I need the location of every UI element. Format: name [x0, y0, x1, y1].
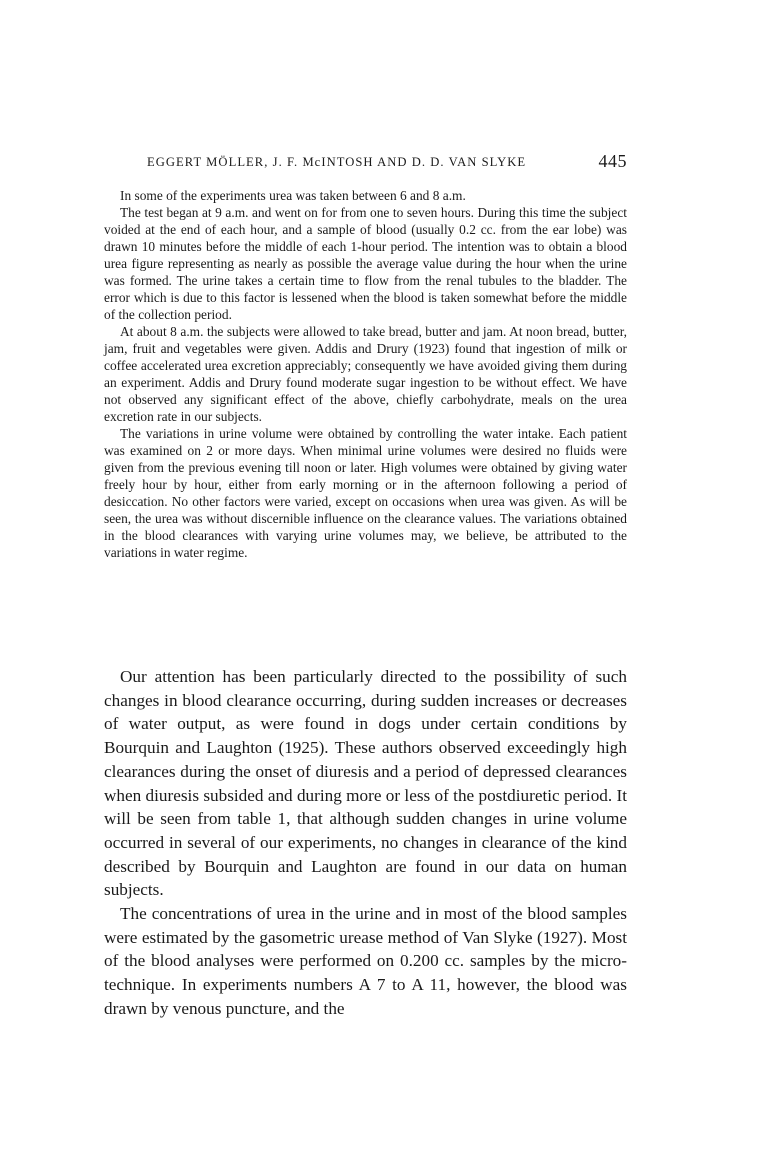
page-number: 445 [598, 151, 627, 171]
body-text [104, 665, 627, 1021]
paragraph-urea-analysis: The concentrations of urea in the urine and in most of the blood samples were estimated by the gasometric urease method of Van Slyke (1927). Most of the blood analyses were performed on 0.200 cc. samples by the micro-technique. In experiments numbers A 7 to A 11, however, the blood was drawn by venous puncture, and the [104, 904, 627, 1018]
paragraph-blood-clearance-changes: Our attention has been particularly directed to the possibility of such changes in blood clearance occurring, during sudden increases or decreases of water output, as were found in dogs under certain conditions by Bourquin and Laughton (1925). These authors observed exceedingly high clearances during the onset of diuresis and a period of depressed clearances when diuresis subsided and during more or less of the postdiuretic period. It will be seen from table 1, that although sudden changes in urine volume occurred in several of our experiments, no changes in clearance of the kind described by Bourquin and Laughton are found in our data on human subjects. [104, 667, 627, 900]
paragraph-test-procedure: The test began at 9 a.m. and went on for from one to seven hours. During this time the subject voided at the end of each hour, and a sample of blood (usually 0.2 cc. from the ear lobe) was drawn 10 minutes before the middle of each 1-hour period. The intention was to obtain a blood urea figure representing as nearly as possible the average value during the hour when the urine was formed. The urine takes a certain time to flow from the renal tubules to the bladder. The error which is due to this factor is lessened when the blood is taken somewhat before the middle of the collection period. [104, 205, 627, 322]
paragraph-urine-volume: The variations in urine volume were obtained by controlling the water intake. Each patient was examined on 2 or more days. When minimal urine volumes were desired no fluids were given from the previous evening till noon or later. High volumes were obtained by giving water freely hour by hour, either from early morning or in the afternoon following a period of desiccation. No other factors were varied, except on occasions when urea was given. As will be seen, the urea was without discernible influence on the clearance values. The variations obtained in the blood clearances with varying urine volumes may, we believe, be attributed to the variations in water regime. [104, 426, 627, 560]
methods-small-print [104, 187, 627, 561]
paragraph-diet: At about 8 a.m. the subjects were allowed to take bread, butter and jam. At noon bread, butter, jam, fruit and vegetables were given. Addis and Drury (1923) found that ingestion of milk or coffee accelerated urea excretion appreciably; consequently we have avoided giving them during an experiment. Addis and Drury found moderate sugar ingestion to be without effect. We have not observed any significant effect of the above, chiefly carbohydrate, meals on the urea excretion rate in our subjects. [104, 324, 627, 424]
paragraph-urea-timing: In some of the experiments urea was taken between 6 and 8 a.m. [120, 188, 466, 203]
running-head-authors: EGGERT MÖLLER, J. F. McINTOSH AND D. D. VAN SLYKE [147, 155, 527, 169]
running-head [104, 151, 627, 175]
